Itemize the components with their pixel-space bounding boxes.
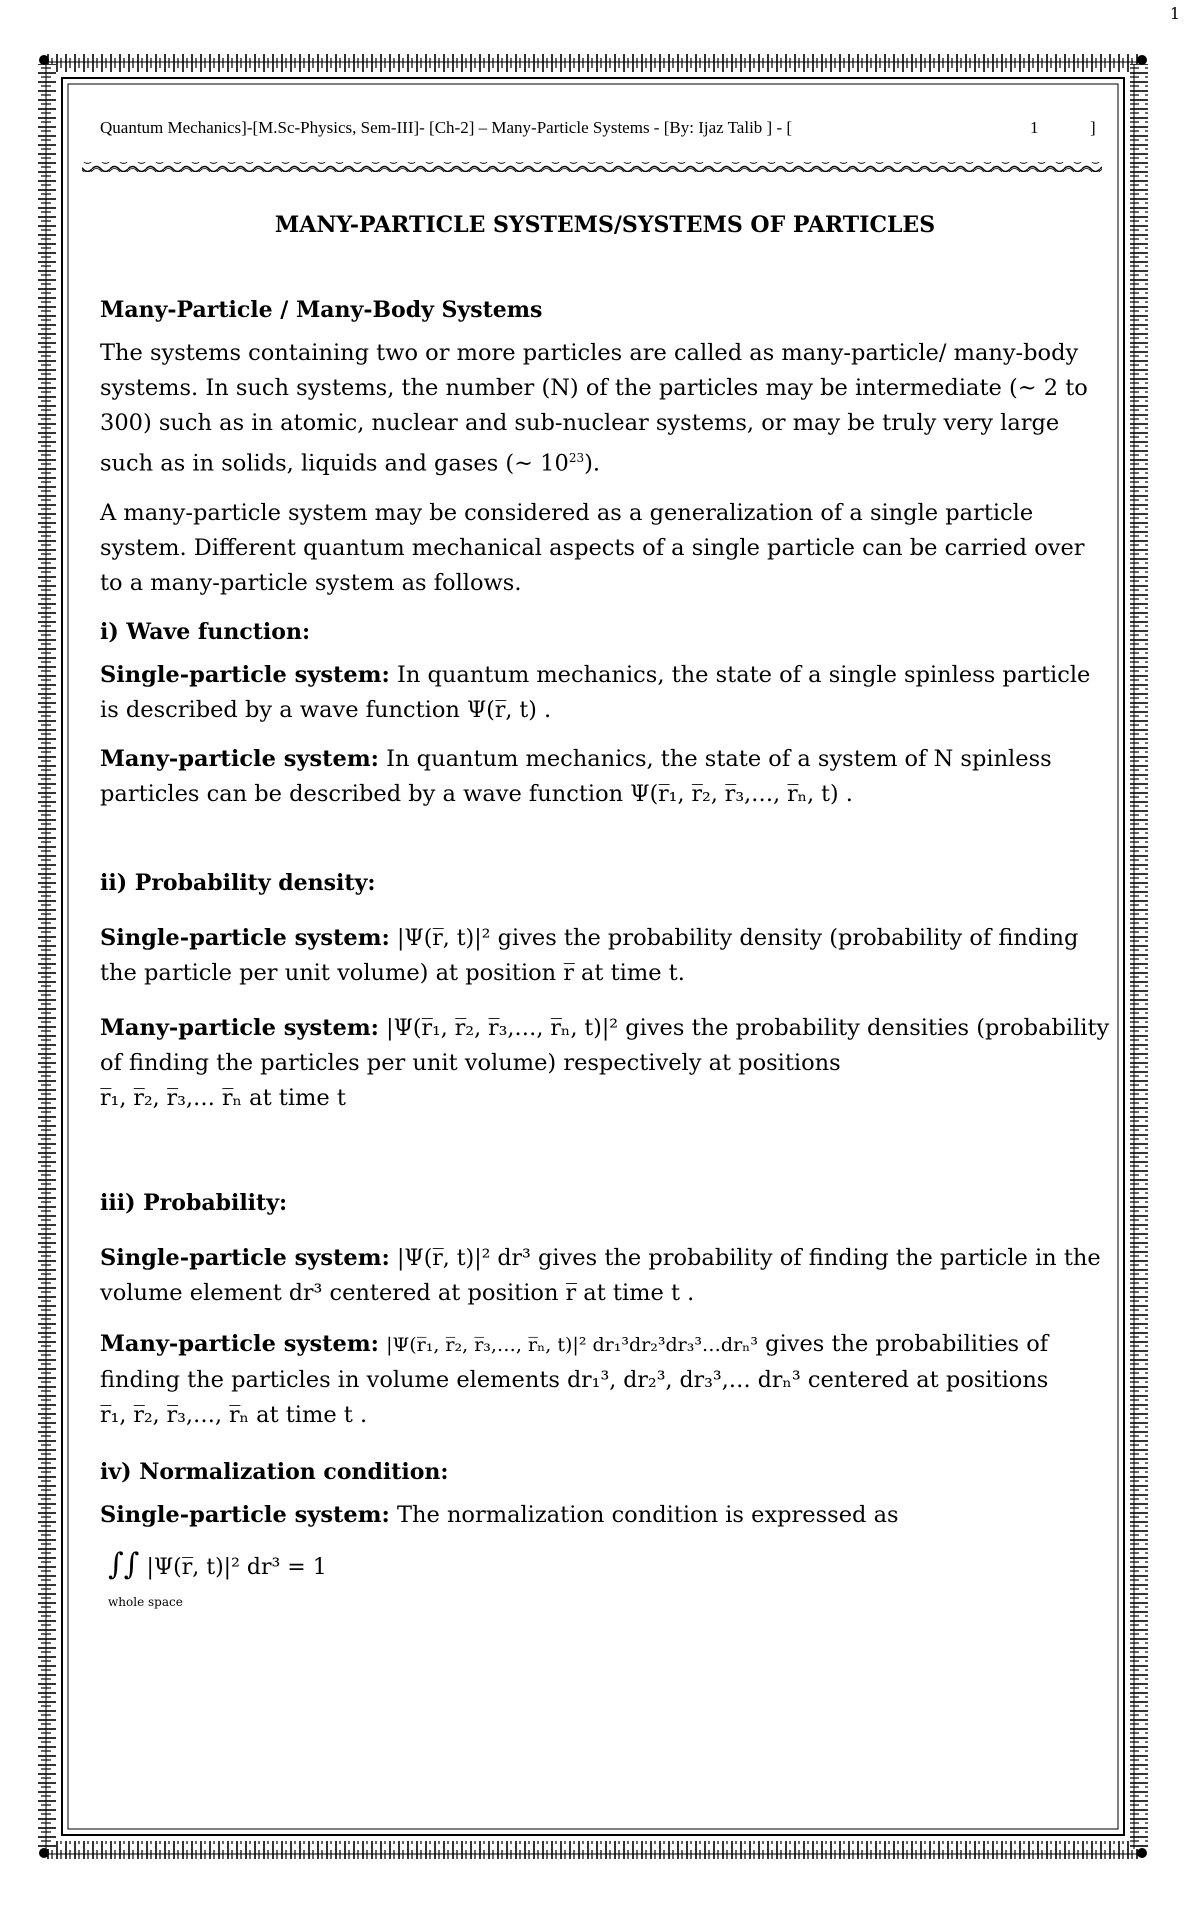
- probability-heading: iii) Probability:: [100, 1189, 288, 1216]
- density-many-positions: r̅₁, r̅₂, r̅₃,… r̅ₙ: [100, 1085, 243, 1111]
- density-single-math: |Ψ(r̅, t)|²: [396, 925, 491, 951]
- probability-many-positions: r̅₁, r̅₂, r̅₃,…, r̅ₙ: [100, 1402, 249, 1428]
- intro-heading: Many-Particle / Many-Body Systems: [100, 297, 543, 323]
- single-label: Single-particle system:: [100, 661, 390, 688]
- intro-p1-text: The systems containing two or more particles are called as many-particle/ many-body systems. In such systems, the number (N) of the particles may be intermediate (~ 2 to 300) such as in atomic, nuclear and sub-nuclear systems, or may be truly very large such as in solids, liquids and gases (~ 10: [100, 340, 1088, 477]
- normalization-text: The normalization condition is expressed as: [389, 1501, 899, 1528]
- probability-many-math: |Ψ(r̅₁, r̅₂, r̅₃,…, r̅ₙ, t)|² dr₁³dr₂³dr₃³…drₙ³: [386, 1333, 759, 1356]
- page-title: MANY-PARTICLE SYSTEMS/SYSTEMS OF PARTICLES: [274, 212, 936, 238]
- density-single-time: at time t.: [573, 959, 685, 986]
- density-many-math: |Ψ(r̅₁, r̅₂, r̅₃,…, r̅ₙ, t)|²: [386, 1015, 619, 1041]
- wave-function-single: Single-particle system: In quantum mechanics, the state of a single spinless particle is described by a wave function Ψ(r̅, t) .: [100, 661, 1091, 723]
- density-single-position: r̅: [563, 960, 574, 986]
- integral-symbol: ∫: [108, 1546, 124, 1582]
- probability-single: [100, 1241, 1110, 1311]
- probability-many: [100, 1327, 1110, 1433]
- single-label: Single-particle system:: [100, 1501, 390, 1528]
- probability-many-volumes: dr₁³, dr₂³, dr₃³,… drₙ³: [567, 1367, 801, 1393]
- header-text: Quantum Mechanics]-[M.Sc-Physics, Sem-III]- [Ch-2] – Many-Particle Systems - [By: Ijaz Talib ] - [: [100, 118, 793, 137]
- density-single-text: gives the probability density (probability of finding the particle per unit volume) at position: [100, 924, 1079, 986]
- header-close-bracket: ]: [1090, 118, 1096, 137]
- density-many: [100, 1011, 1110, 1116]
- density-many-time: at time t: [242, 1084, 346, 1111]
- intro-paragraph-1: [100, 336, 1110, 482]
- integral-limit: whole space: [108, 1594, 183, 1609]
- probability-single-text: gives the probability of finding the particle in the volume element: [100, 1244, 1101, 1306]
- density-many-text: gives the probability densities (probability of finding the particles per unit volume) respectively at positions: [100, 1014, 1110, 1076]
- many-wave-function-math: Ψ(r̅₁, r̅₂, r̅₃,…, r̅ₙ, t): [630, 781, 839, 807]
- probability-single-volume: dr³: [288, 1280, 323, 1306]
- wave-function-heading: i) Wave function:: [100, 618, 311, 645]
- many-label: Many-particle system:: [100, 745, 379, 772]
- probability-single-time: at time t .: [576, 1279, 695, 1306]
- probability-single-text2: centered at position: [322, 1279, 566, 1306]
- single-text: In quantum mechanics, the state of a single spinless particle is described by a wave function: [100, 661, 1091, 723]
- wave-function-many: Many-particle system: In quantum mechanics, the state of a system of N spinless particles can be described by a wave function Ψ(r̅₁, r̅₂, r̅₃,…, r̅ₙ, t) .: [100, 745, 1052, 807]
- integral-body: |Ψ(r̅, t)|² dr³ = 1: [146, 1554, 327, 1580]
- wave-function-math: Ψ(r̅, t): [467, 697, 537, 723]
- integral-symbol-2: ∫: [123, 1546, 140, 1582]
- header-page-number: 1: [1030, 118, 1039, 137]
- many-label: Many-particle system:: [100, 1014, 379, 1041]
- document-body: [100, 208, 1110, 1607]
- probability-many-text: gives the probabilities of finding the particles in volume elements: [100, 1330, 1049, 1393]
- intro-paragraph-2: A many-particle system may be considered as a generalization of a single particle system. Different quantum mechanical aspects of a single particle can be carried over to a many-particle system as follows.: [100, 499, 1085, 596]
- normalization-heading: iv) Normalization condition:: [100, 1458, 449, 1485]
- running-header: [100, 118, 1100, 138]
- many-label: Many-particle system:: [100, 1330, 379, 1357]
- normalization-single: [100, 1498, 1110, 1533]
- intro-p1-exponent: 23: [568, 451, 585, 465]
- normalization-equation: [108, 1547, 1110, 1607]
- probability-many-time: at time t .: [249, 1401, 368, 1428]
- probability-single-math: |Ψ(r̅, t)|² dr³: [396, 1245, 531, 1271]
- page-number: 1: [1169, 4, 1180, 23]
- density-single: [100, 921, 1110, 991]
- probability-density-heading: ii) Probability density:: [100, 869, 376, 896]
- probability-many-text2: centered at positions: [800, 1366, 1049, 1393]
- intro-p1-end: ).: [584, 450, 601, 477]
- single-label: Single-particle system:: [100, 924, 390, 951]
- single-label: Single-particle system:: [100, 1244, 390, 1271]
- probability-single-position: r̅: [565, 1280, 577, 1306]
- many-text: In quantum mechanics, the state of a system of N spinless particles can be described by a wave function: [100, 745, 1052, 807]
